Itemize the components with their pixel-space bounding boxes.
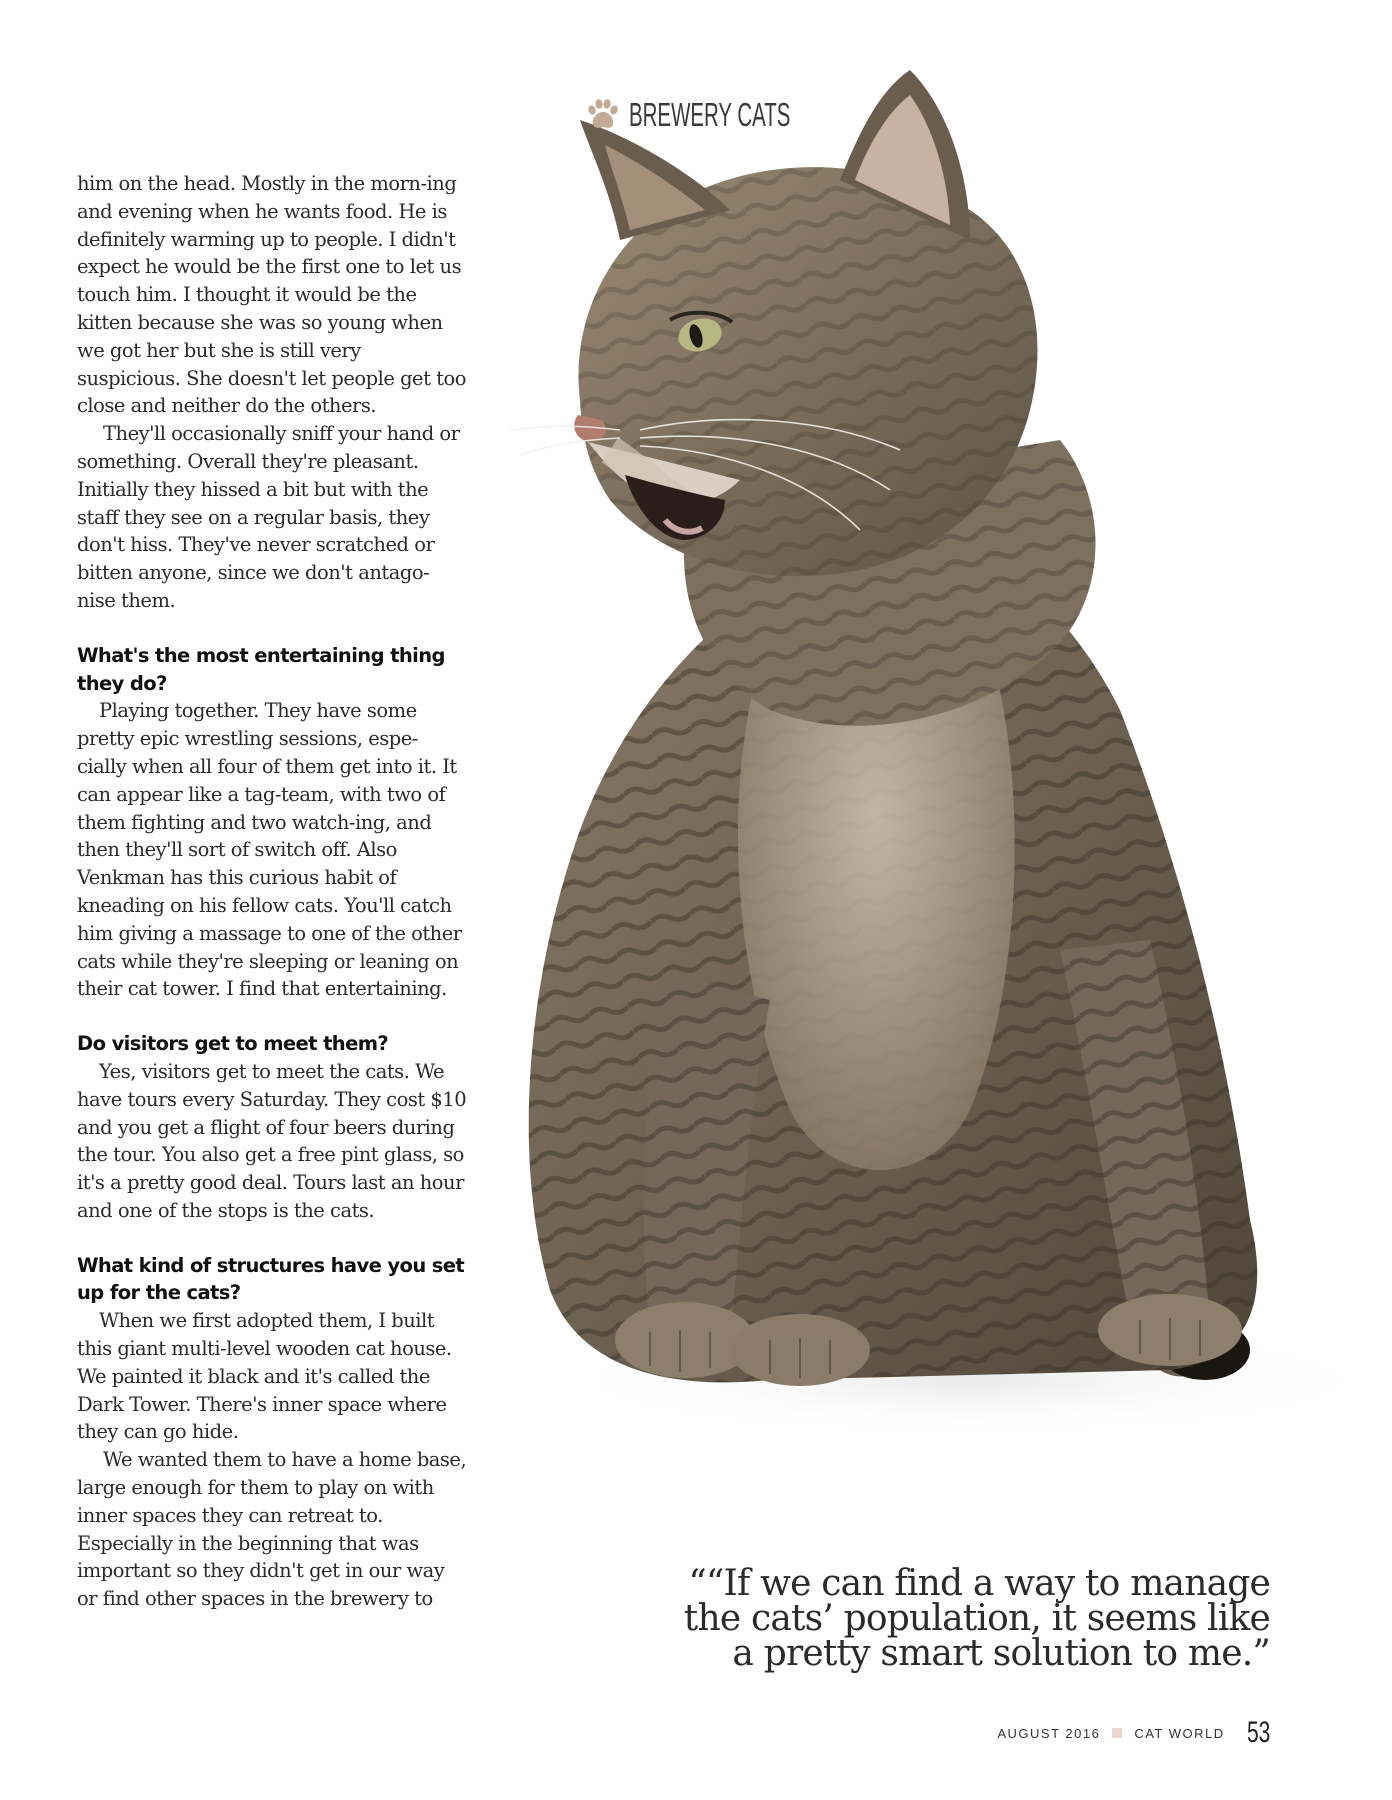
answer-paragraph: We wanted them to have a home base, large enough for them to play on with inner spaces they can retreat to. Especially in the beginning that was important so they didn't get in our way or find other spaces in the brewery to [77,1448,467,1611]
answer-paragraph: Yes, visitors get to meet the cats. We have tours every Saturday. They cost $10 and you get a flight of four beers during the tour. You also get a free pint glass, so it's a pretty good deal. Tours last an hour and one of the stops is the cats. [77,1059,467,1222]
pull-quote-line: the cats’ population, it seems like [683,1598,1270,1639]
question-heading: Do visitors get to meet them? [77,1032,389,1056]
issue-date: AUGUST 2016 [997,1725,1101,1741]
paragraph: They'll occasionally sniff your hand or something. Overall they're pleasant. Initially they hissed a bit but with the staff they see on a regular basis, they don't hiss. They've never scratched or bitten anyone, since we don't antago-nise them. [77,422,460,612]
pull-quote-line: ““If we can find a way to manage [688,1563,1270,1604]
tabby-cat-photo [470,70,1370,1530]
pull-quote [600,1563,1270,1674]
answer-paragraph: When we first adopted them, I built this giant multi-level wooden cat house. We painted it black and it's called the Dark Tower. There's inner space where they can go hide. [77,1309,452,1444]
article-column [77,170,467,1613]
paw-icon [585,98,621,132]
question-heading: What's the most entertaining thing they do? [77,643,445,695]
magazine-name: CAT WORLD [1134,1725,1225,1741]
section-header [585,96,889,134]
question-heading: What kind of structures have you set up for the cats? [77,1253,465,1305]
page-number: 53 [1246,1716,1270,1749]
pull-quote-line: a pretty smart solution to me.” [732,1633,1270,1674]
divider-square [1112,1728,1122,1738]
page-footer [997,1716,1280,1750]
answer-paragraph: Playing together. They have some pretty epic wrestling sessions, espe-cially when all four of them get into it. It can appear like a tag-team, with two of them fighting and two watch-ing, and then they'll sort of switch off. Also Venkman has this curious habit of kneading on his fellow cats. You'll catch him giving a massage to one of the other cats while they're sleeping or leaning on their cat tower. I find that entertaining. [77,699,462,1001]
paragraph: him on the head. Mostly in the morn-ing and evening when he wants food. He is definitely warming up to people. I didn't expect he would be the first one to let us touch him. I thought it would be the kitten because she was so young when we got her but she is still very suspicious. She doesn't let people get too close and neither do the others. [77,172,466,418]
section-title: BREWERY CATS [629,96,791,133]
